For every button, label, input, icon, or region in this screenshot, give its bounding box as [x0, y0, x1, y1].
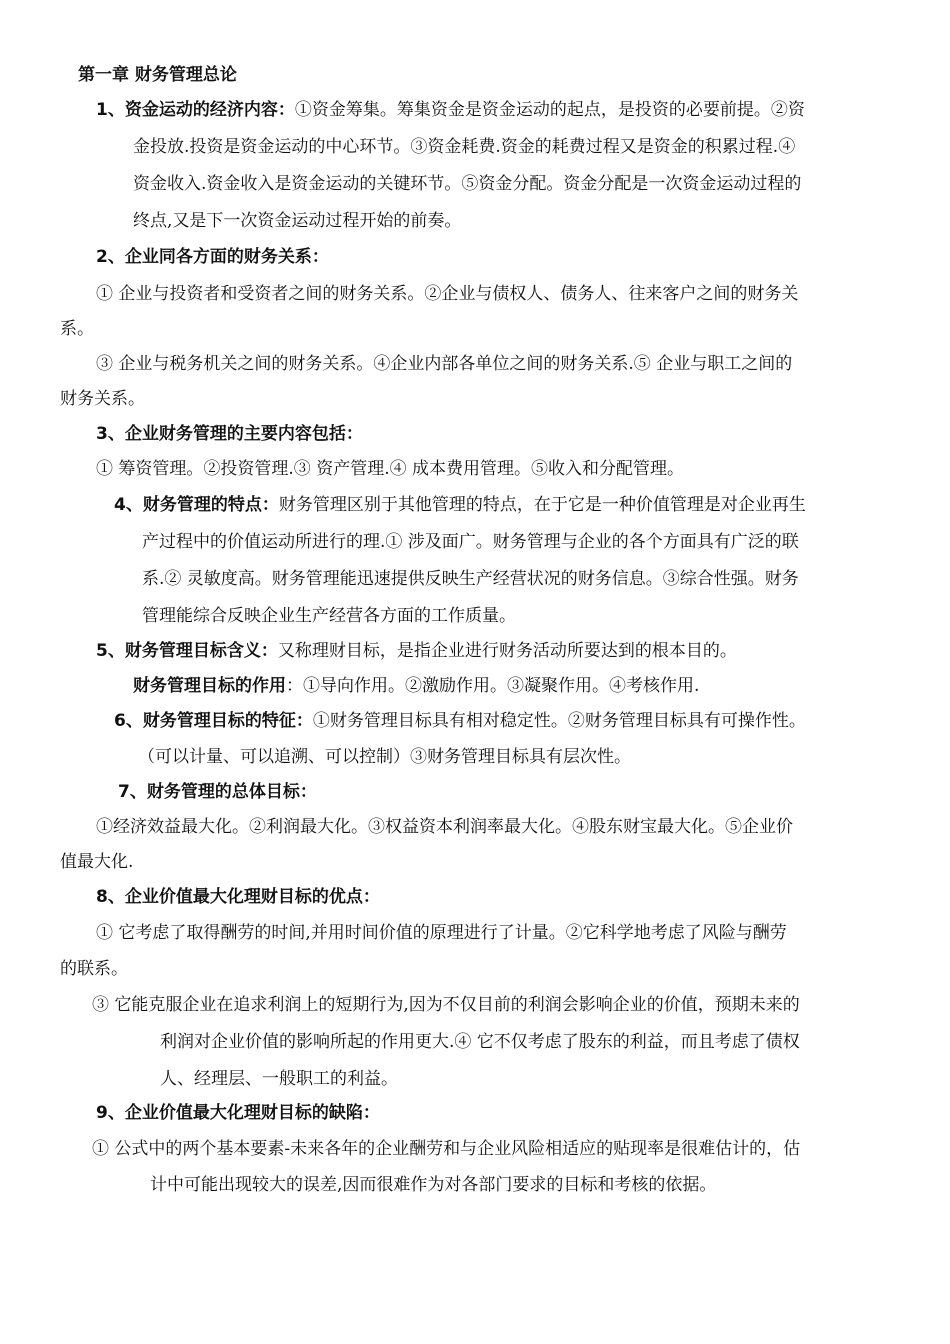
section-1-text: ①资金筹集。筹集资金是资金运动的起点，是投资的必要前提。②资: [294, 100, 805, 120]
section-3-line-1: ① 筹资管理。②投资管理.③ 资产管理.④ 成本费用管理。⑤收入和分配管理。: [96, 459, 685, 479]
section-2-line-3: ③ 企业与税务机关之间的财务关系。④企业内部各单位之间的财务关系.⑤ 企业与职工之间的: [96, 354, 793, 374]
section-3-heading: 3、企业财务管理的主要内容包括：: [96, 424, 363, 444]
section-1-line-2: 金投放.投资是资金运动的中心环节。③资金耗费.资金的耗费过程又是资金的积累过程.④: [133, 137, 796, 157]
section-8-line-5: 人、经理层、一般职工的利益。: [160, 1069, 398, 1089]
section-7-line-2: 值最大化.: [60, 852, 134, 872]
section-6-heading: 6、财务管理目标的特征：: [114, 711, 313, 731]
section-5-line-1: [96, 640, 737, 662]
section-7-line-1: ①经济效益最大化。②利润最大化。③权益资本利润率最大化。④股东财宝最大化。⑤企业价: [96, 817, 793, 837]
section-4-text: 财务管理区别于其他管理的特点，在于它是一种价值管理是对企业再生: [278, 495, 806, 515]
section-8-line-1: ① 它考虑了取得酬劳的时间,并用时间价值的原理进行了计量。②它科学地考虑了风险与酬劳: [96, 923, 787, 943]
section-1-line-3: 资金收入.资金收入是资金运动的关键环节。⑤资金分配。资金分配是一次资金运动过程的: [133, 174, 802, 194]
section-4-line-3: 系.② 灵敏度高。财务管理能迅速提供反映生产经营状况的财务信息。③综合性强。财务: [142, 569, 799, 589]
section-8-heading: 8、企业价值最大化理财目标的优点：: [96, 887, 380, 907]
section-8-line-4: 利润对企业价值的影响所起的作用更大.④ 它不仅考虑了股东的利益，而且考虑了债权: [160, 1032, 800, 1052]
section-4-heading: 4、财务管理的特点：: [114, 495, 279, 515]
section-4-line-2: 产过程中的价值运动所进行的理.① 涉及面广。财务管理与企业的各个方面具有广泛的联: [142, 532, 799, 552]
section-6-text: ①财务管理目标具有相对稳定性。②财务管理目标具有可操作性。: [312, 711, 806, 731]
section-5-sub-heading: 财务管理目标的作用: [133, 676, 286, 696]
section-5-sub-text: ：①导向作用。②激励作用。③凝聚作用。④考核作用.: [286, 676, 700, 696]
section-2-line-4: 财务关系。: [60, 389, 145, 409]
section-1-heading: 1、资金运动的经济内容：: [96, 100, 295, 120]
section-7-heading: 7、财务管理的总体目标：: [118, 782, 317, 802]
section-8-line-3: ③ 它能克服企业在追求利润上的短期行为,因为不仅目前的利润会影响企业的价值，预期未来的: [92, 995, 800, 1015]
section-9-line-1: ① 公式中的两个基本要素-未来各年的企业酬劳和与企业风险相适应的贴现率是很难估计的，估: [92, 1139, 801, 1159]
section-1-line-1: [96, 99, 805, 121]
chapter-title: 第一章 财务管理总论: [78, 65, 237, 85]
section-2-line-1: ① 企业与投资者和受资者之间的财务关系。②企业与债权人、债务人、往来客户之间的财务关: [96, 284, 799, 304]
section-6-line-2: （可以计量、可以追溯、可以控制）③财务管理目标具有层次性。: [138, 747, 631, 767]
section-6-line-1: [114, 710, 806, 732]
section-2-line-2: 系。: [60, 319, 94, 339]
section-5-heading: 5、财务管理目标含义：: [96, 641, 278, 661]
section-9-line-2: 计中可能出现较大的误差,因而很难作为对各部门要求的目标和考核的依据。: [150, 1175, 717, 1195]
section-5-text: 又称理财目标，是指企业进行财务活动所要达到的根本目的。: [277, 641, 737, 661]
section-5-line-2: [133, 675, 699, 697]
section-4-line-1: [114, 494, 806, 516]
section-1-line-4: 终点,又是下一次资金运动过程开始的前奏。: [133, 211, 462, 231]
section-4-line-4: 管理能综合反映企业生产经营各方面的工作质量。: [142, 606, 516, 626]
section-8-line-2: 的联系。: [60, 959, 128, 979]
section-9-heading: 9、企业价值最大化理财目标的缺陷：: [96, 1103, 380, 1123]
section-2-heading: 2、企业同各方面的财务关系：: [96, 247, 329, 267]
